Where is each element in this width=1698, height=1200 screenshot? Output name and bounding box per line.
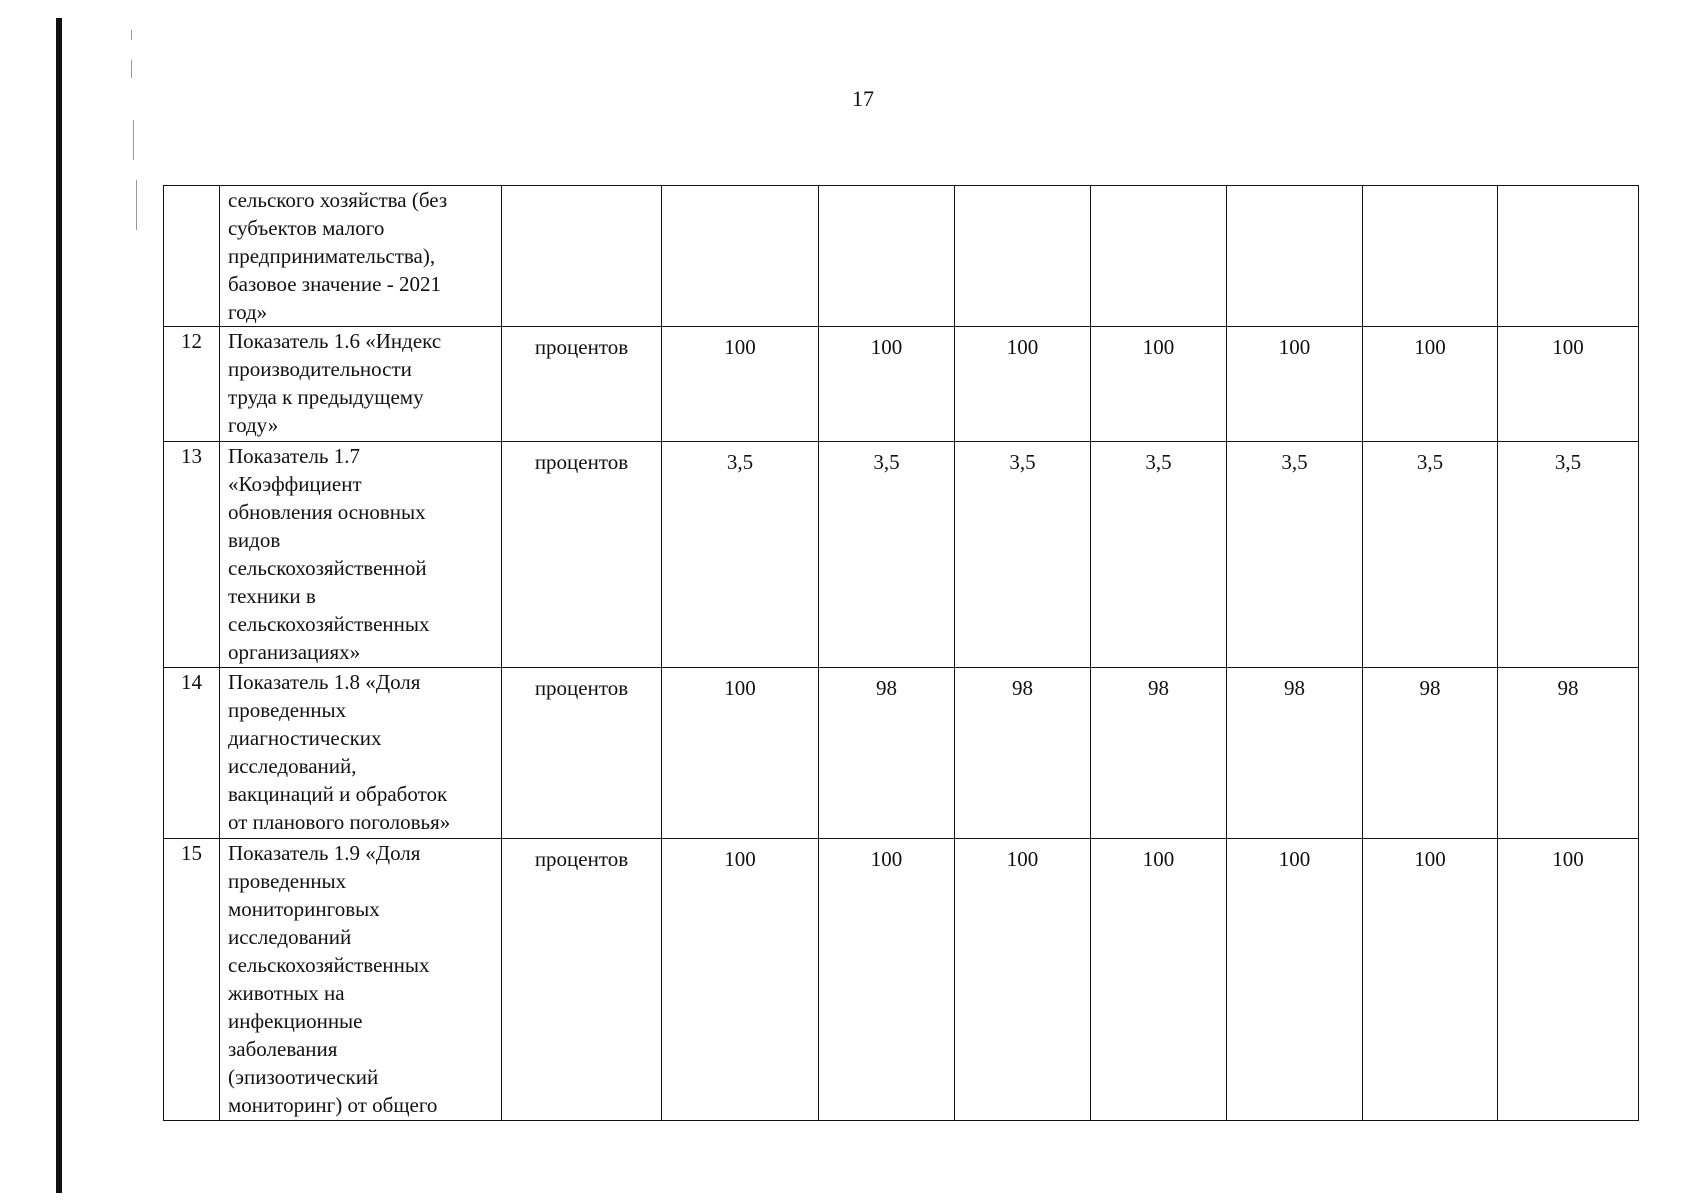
indicator-name-line: диагностических [228, 726, 382, 750]
indicator-name-line: производительности [228, 357, 412, 381]
value-cell: 98 [1363, 668, 1498, 839]
indicator-name-cell [220, 442, 502, 668]
indicator-name-line: организациях» [228, 640, 361, 664]
value-cell: 100 [1363, 327, 1498, 442]
row-number-cell [164, 186, 220, 327]
indicators-table [163, 185, 1639, 1121]
value-cell [819, 186, 955, 327]
unit-cell: процентов [502, 442, 662, 668]
table-row [164, 327, 1639, 442]
indicator-name-line: Показатель 1.6 «Индекс [228, 329, 442, 353]
value-cell [1363, 186, 1498, 327]
value-cell: 100 [1091, 327, 1227, 442]
value-cell: 3,5 [1363, 442, 1498, 668]
scan-speck [133, 120, 134, 160]
value-cell: 100 [1091, 839, 1227, 1121]
scan-edge-bar [56, 18, 62, 1193]
indicator-name-line: инфекционные [228, 1009, 363, 1033]
indicator-name-cell [220, 327, 502, 442]
value-cell: 3,5 [1091, 442, 1227, 668]
indicator-name-line: заболевания [228, 1037, 338, 1061]
indicator-name-cell [220, 839, 502, 1121]
indicator-name-line: субъектов малого [228, 216, 385, 240]
indicator-name-line: сельскохозяйственных [228, 953, 430, 977]
indicator-name-cell [220, 668, 502, 839]
indicator-name-line: исследований [228, 925, 352, 949]
row-number-cell: 15 [164, 839, 220, 1121]
indicator-name-line: базовое значение - 2021 [228, 272, 441, 296]
table-body [164, 186, 1639, 1121]
indicator-name-line: Показатель 1.7 [228, 444, 360, 468]
table-row [164, 442, 1639, 668]
value-cell: 98 [1498, 668, 1639, 839]
value-cell [662, 186, 819, 327]
value-cell: 100 [1227, 327, 1363, 442]
value-cell: 100 [955, 327, 1091, 442]
row-number-cell: 14 [164, 668, 220, 839]
indicator-name-line: вакцинаций и обработок [228, 782, 448, 806]
indicator-name-line: Показатель 1.9 «Доля [228, 841, 421, 865]
page-number: 17 [852, 86, 874, 111]
indicator-name-line: мониторинг) от общего [228, 1093, 438, 1117]
indicator-name-line: «Коэффициент [228, 472, 362, 496]
unit-cell: процентов [502, 839, 662, 1121]
value-cell: 100 [662, 839, 819, 1121]
indicator-name-line: проведенных [228, 869, 347, 893]
value-cell: 100 [1227, 839, 1363, 1121]
value-cell: 3,5 [1227, 442, 1363, 668]
value-cell: 3,5 [955, 442, 1091, 668]
unit-cell: процентов [502, 327, 662, 442]
value-cell: 98 [819, 668, 955, 839]
indicator-name-line: обновления основных [228, 500, 426, 524]
row-number-cell: 12 [164, 327, 220, 442]
value-cell: 100 [955, 839, 1091, 1121]
value-cell: 100 [819, 327, 955, 442]
unit-cell: процентов [502, 668, 662, 839]
scan-speck [131, 60, 132, 78]
indicator-name-line: труда к предыдущему [228, 385, 424, 409]
value-cell: 3,5 [819, 442, 955, 668]
indicator-name-line: Показатель 1.8 «Доля [228, 670, 421, 694]
indicator-name-line: году» [228, 413, 279, 437]
indicator-name-line: видов [228, 528, 281, 552]
table-row [164, 186, 1639, 327]
value-cell: 100 [1498, 327, 1639, 442]
indicator-name-line: от планового поголовья» [228, 810, 451, 834]
value-cell: 98 [1227, 668, 1363, 839]
value-cell: 3,5 [1498, 442, 1639, 668]
value-cell: 100 [662, 327, 819, 442]
indicator-name-line: животных на [228, 981, 345, 1005]
unit-cell [502, 186, 662, 327]
value-cell [955, 186, 1091, 327]
value-cell: 100 [1363, 839, 1498, 1121]
table-row [164, 839, 1639, 1121]
value-cell: 100 [662, 668, 819, 839]
value-cell [1091, 186, 1227, 327]
table-row [164, 668, 1639, 839]
scan-speck [136, 180, 137, 230]
value-cell: 100 [819, 839, 955, 1121]
indicator-name-line: исследований, [228, 754, 357, 778]
indicator-name-line: год» [228, 300, 268, 324]
row-number-cell: 13 [164, 442, 220, 668]
indicator-name-line: предпринимательства), [228, 244, 436, 268]
value-cell: 100 [1498, 839, 1639, 1121]
value-cell [1227, 186, 1363, 327]
indicator-name-line: (эпизоотический [228, 1065, 379, 1089]
indicator-name-line: сельскохозяйственных [228, 612, 430, 636]
value-cell: 98 [955, 668, 1091, 839]
value-cell: 98 [1091, 668, 1227, 839]
indicator-name-line: мониторинговых [228, 897, 380, 921]
scan-speck [131, 30, 132, 40]
indicator-name-line: проведенных [228, 698, 347, 722]
value-cell [1498, 186, 1639, 327]
indicator-name-line: сельского хозяйства (без [228, 188, 448, 212]
indicator-name-line: техники в [228, 584, 316, 608]
indicator-name-line: сельскохозяйственной [228, 556, 427, 580]
indicator-name-cell [220, 186, 502, 327]
value-cell: 3,5 [662, 442, 819, 668]
